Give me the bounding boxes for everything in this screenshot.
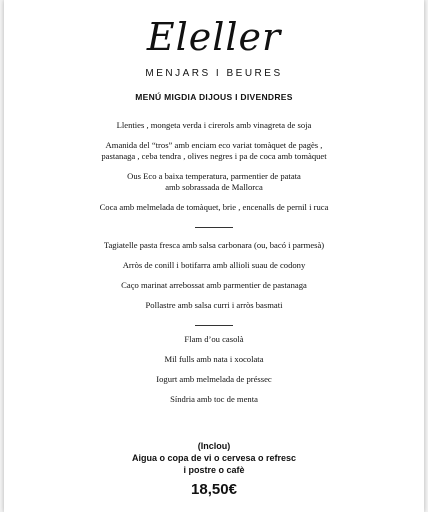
menu-title: MENÚ MIGDIA DIJOUS I DIVENDRES	[135, 92, 293, 102]
dessert-item: Síndria amb toc de menta	[170, 394, 258, 404]
dessert-item: Flam d’ou casolà	[184, 334, 244, 344]
includes-label: (Inclou)	[197, 441, 231, 451]
section-divider	[195, 325, 233, 326]
menu-page	[4, 0, 424, 512]
main-item: Tagiatelle pasta fresca amb salsa carbonara (ou, bacó i parmesà)	[103, 240, 325, 250]
dessert-item: Iogurt amb melmelada de préssec	[156, 374, 272, 384]
main-item: Pollastre amb salsa curri i arròs basmati	[145, 300, 283, 310]
starter-item: Llenties , mongeta verda i cirerols amb vinagreta de soja	[116, 120, 312, 130]
main-item: Arròs de conill i botifarra amb allioli suau de codony	[122, 260, 306, 270]
dessert-item: Mil fulls amb nata i xocolata	[164, 354, 264, 364]
logo-text: Eleller	[146, 15, 282, 59]
includes-line-dessert: i postre o cafè	[183, 465, 245, 475]
section-divider	[195, 227, 233, 228]
menu-items	[24, 120, 404, 405]
starter-item: Ous Eco a baixa temperatura, parmentier de patata amb sobrassada de Mallorca	[127, 171, 301, 192]
main-item: Caço marinat arrebossat amb parmentier de pastanaga	[121, 280, 307, 290]
logo	[4, 16, 424, 58]
starter-item: Amanida del “tros” amb enciam eco variat tomàquet de pagès , pastanaga , ceba tendra , olives negres i pa de coca amb tomàquet	[101, 140, 327, 161]
menu-footer	[4, 440, 424, 498]
menu-price: 18,50€	[191, 481, 237, 498]
includes-line-drinks: Aigua o copa de vi o cervesa o refresc	[131, 453, 297, 463]
starter-item: Coca amb melmelada de tomàquet, brie , encenalls de pernil i ruca	[99, 202, 329, 212]
tagline: MENJARS I BEURES	[145, 68, 283, 79]
